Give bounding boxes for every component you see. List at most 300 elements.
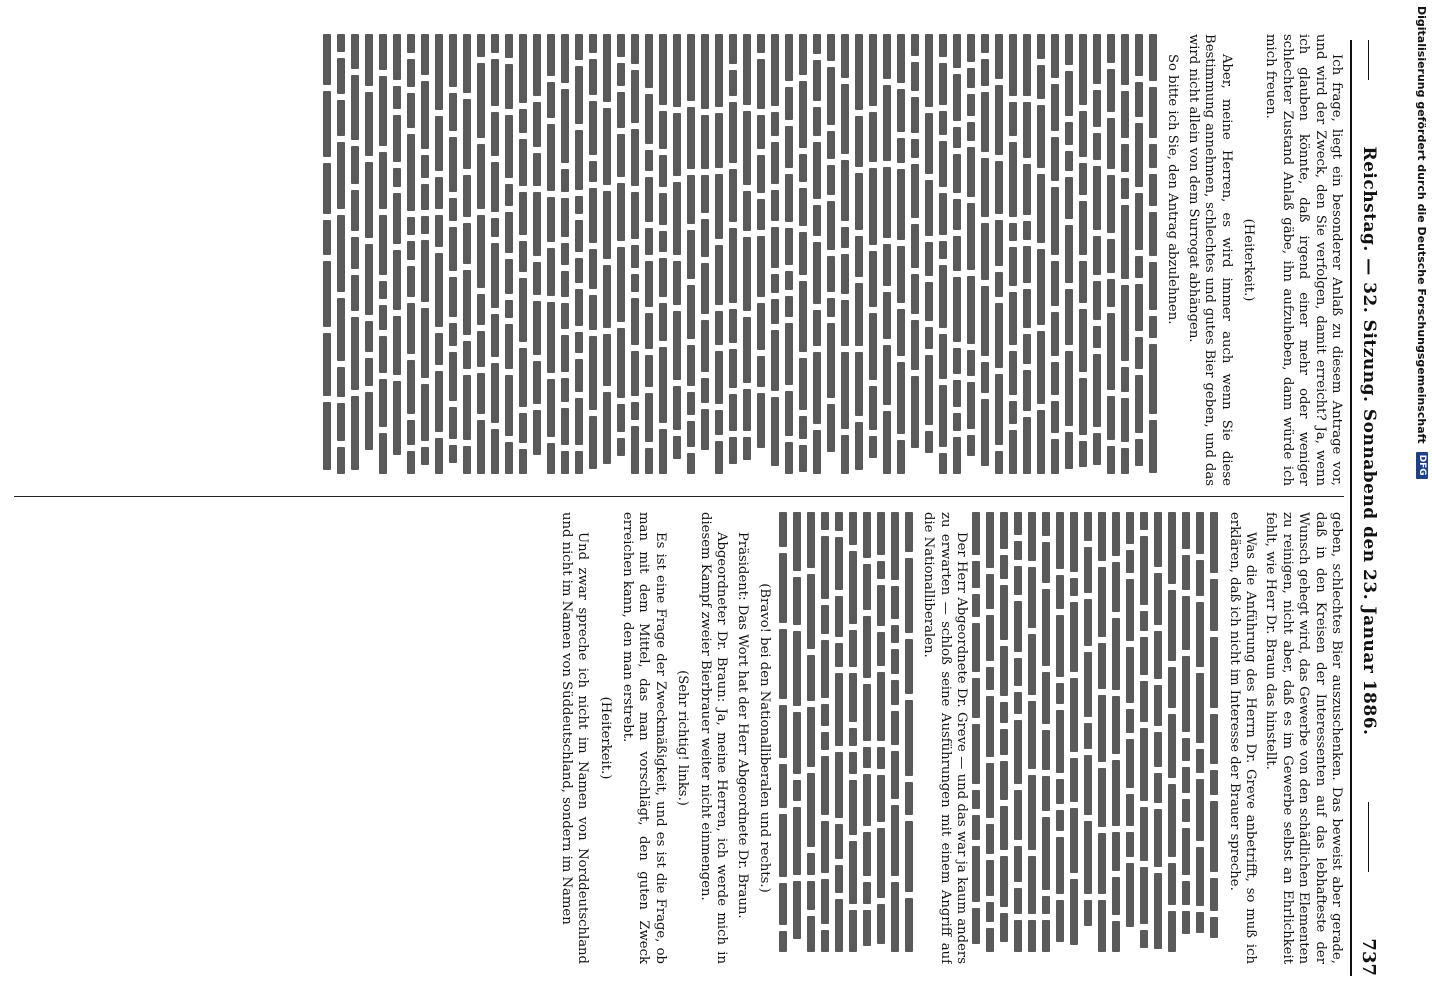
illegible-word — [491, 34, 499, 53]
illegible-word — [891, 751, 899, 799]
illegible-word — [939, 453, 947, 474]
illegible-word — [1042, 512, 1050, 536]
illegible-word — [547, 379, 555, 437]
illegible-word — [1196, 779, 1204, 841]
illegible-word — [807, 707, 815, 767]
illegible-line — [364, 34, 376, 486]
illegible-word — [835, 865, 843, 893]
illegible-word — [1079, 261, 1087, 303]
illegible-line — [840, 34, 852, 486]
illegible-word — [891, 512, 899, 580]
illegible-word — [729, 102, 737, 163]
illegible-word — [1112, 832, 1120, 871]
illegible-word — [1028, 920, 1036, 952]
illegible-word — [785, 323, 793, 385]
illegible-word — [821, 732, 829, 750]
illegible-word — [995, 272, 1003, 297]
illegible-word — [863, 882, 871, 904]
illegible-word — [533, 410, 541, 455]
illegible-word — [1042, 776, 1050, 811]
illegible-word — [779, 553, 787, 623]
illegible-word — [953, 74, 961, 121]
illegible-word — [1126, 579, 1134, 641]
illegible-word — [799, 445, 807, 472]
illegible-word — [953, 348, 961, 374]
illegible-word — [779, 883, 787, 925]
illegible-word — [1140, 807, 1148, 861]
illegible-word — [981, 223, 989, 280]
illegible-word — [351, 190, 359, 231]
illegible-word — [435, 333, 443, 365]
illegible-word — [1028, 775, 1036, 850]
illegible-line — [462, 34, 474, 486]
illegible-word — [1079, 378, 1087, 435]
illegible-word — [1168, 667, 1176, 708]
illegible-word — [379, 305, 387, 330]
illegible-word — [911, 164, 919, 218]
illegible-word — [807, 574, 815, 649]
illegible-line — [700, 34, 712, 486]
illegible-word — [1196, 749, 1204, 773]
illegible-word — [659, 193, 667, 225]
illegible-word — [849, 630, 857, 667]
illegible-word — [351, 34, 359, 69]
illegible-word — [407, 266, 415, 297]
illegible-word — [939, 334, 947, 379]
illegible-word — [911, 139, 919, 158]
interjection: (Heiterkeit.) — [597, 696, 613, 780]
illegible-word — [701, 263, 709, 314]
illegible-word — [1112, 512, 1120, 556]
illegible-word — [435, 177, 443, 209]
illegible-word — [995, 451, 1003, 474]
illegible-word — [505, 300, 513, 318]
illegible-word — [1056, 779, 1064, 804]
illegible-word — [1107, 34, 1115, 63]
illegible-word — [1182, 881, 1190, 905]
illegible-word — [519, 413, 527, 443]
illegible-word — [995, 34, 1003, 79]
illegible-word — [659, 111, 667, 149]
illegible-word — [972, 678, 980, 718]
illegible-word — [575, 258, 583, 283]
illegible-word — [799, 81, 807, 148]
illegible-word — [687, 34, 695, 101]
illegible-word — [519, 109, 527, 133]
illegible-word — [827, 298, 835, 317]
illegible-word — [491, 429, 499, 474]
illegible-word — [827, 131, 835, 159]
illegible-word — [891, 649, 899, 674]
illegible-word — [863, 512, 871, 558]
illegible-word — [645, 313, 653, 349]
illegible-word — [1135, 284, 1143, 331]
illegible-word — [841, 300, 849, 346]
illegible-word — [897, 89, 905, 132]
illegible-line — [1153, 512, 1165, 964]
illegible-word — [813, 205, 821, 236]
illegible-word — [701, 175, 709, 213]
illegible-word — [1112, 921, 1120, 952]
illegible-line — [938, 34, 950, 486]
illegible-word — [1140, 681, 1148, 722]
illegible-word — [1098, 900, 1106, 952]
illegible-word — [617, 247, 625, 322]
illegible-word — [939, 385, 947, 447]
illegible-word — [835, 643, 843, 667]
illegible-word — [757, 155, 765, 193]
illegible-word — [729, 228, 737, 303]
illegible-word — [1126, 647, 1134, 703]
illegible-word — [897, 138, 905, 163]
illegible-word — [1149, 420, 1157, 473]
illegible-word — [1056, 710, 1064, 773]
illegible-word — [1037, 174, 1045, 243]
illegible-word — [1037, 331, 1045, 404]
illegible-word — [863, 616, 871, 678]
dfg-logo-icon: DFG — [1416, 452, 1428, 479]
illegible-word — [877, 904, 885, 944]
illegible-word — [393, 193, 401, 244]
illegible-word — [1140, 867, 1148, 924]
illegible-word — [1079, 34, 1087, 105]
illegible-word — [365, 162, 373, 238]
illegible-word — [435, 438, 443, 474]
illegible-word — [849, 673, 857, 722]
illegible-line — [896, 34, 908, 486]
illegible-word — [631, 245, 639, 268]
illegible-word — [575, 332, 583, 353]
illegible-word — [1196, 912, 1204, 933]
illegible-word — [877, 632, 885, 666]
illegible-word — [491, 314, 499, 357]
illegible-word — [449, 352, 457, 401]
illegible-word — [891, 805, 899, 876]
illegible-line — [994, 34, 1006, 486]
illegible-word — [687, 285, 695, 339]
illegible-word — [463, 341, 471, 369]
illegible-word — [995, 85, 1003, 155]
illegible-word — [1051, 34, 1059, 78]
illegible-word — [491, 218, 499, 237]
column-divider — [14, 496, 1344, 497]
illegible-word — [1028, 701, 1036, 769]
illegible-word — [1149, 262, 1157, 310]
illegible-word — [519, 449, 527, 474]
illegible-word — [841, 254, 849, 294]
illegible-word — [807, 881, 815, 910]
illegible-word — [1126, 512, 1134, 544]
illegible-word — [1065, 351, 1073, 426]
illegible-word — [1084, 652, 1092, 717]
illegible-word — [631, 402, 639, 420]
illegible-word — [1140, 611, 1148, 631]
illegible-word — [1154, 873, 1162, 949]
illegible-word — [589, 416, 597, 469]
illegible-word — [659, 303, 667, 341]
illegible-line — [672, 34, 684, 486]
illegible-line — [924, 34, 936, 486]
illegible-word — [869, 386, 877, 430]
illegible-word — [869, 313, 877, 380]
illegible-line — [420, 34, 432, 486]
illegible-word — [771, 142, 779, 184]
illegible-word — [1042, 920, 1050, 952]
illegible-word — [603, 392, 611, 464]
illegible-word — [505, 259, 513, 294]
illegible-line — [1069, 512, 1081, 964]
illegible-word — [1149, 212, 1157, 256]
illegible-word — [877, 775, 885, 822]
illegible-word — [1000, 761, 1008, 800]
illegible-word — [1023, 34, 1031, 96]
illegible-word — [799, 416, 807, 439]
illegible-word — [617, 404, 625, 432]
illegible-word — [905, 821, 913, 892]
illegible-word — [1051, 362, 1059, 395]
illegible-word — [1079, 163, 1087, 195]
illegible-word — [953, 380, 961, 407]
illegible-word — [1210, 770, 1218, 795]
illegible-word — [407, 34, 415, 53]
illegible-word — [855, 283, 863, 346]
illegible-word — [771, 299, 779, 324]
illegible-word — [855, 352, 863, 416]
illegible-word — [1042, 730, 1050, 770]
illegible-word — [505, 64, 513, 109]
illegible-word — [463, 34, 471, 93]
illegible-word — [547, 34, 555, 76]
illegible-word — [855, 34, 863, 110]
illegible-word — [1210, 579, 1218, 631]
illegible-word — [1168, 863, 1176, 905]
illegible-word — [785, 391, 793, 436]
illegible-word — [939, 193, 947, 235]
illegible-word — [821, 879, 829, 924]
illegible-word — [1014, 692, 1022, 714]
illegible-word — [659, 258, 667, 297]
illegible-word — [631, 34, 639, 64]
illegible-word — [813, 60, 821, 101]
illegible-word — [575, 34, 583, 60]
illegible-word — [807, 512, 815, 568]
illegible-line — [1092, 34, 1104, 486]
illegible-word — [785, 228, 793, 265]
illegible-word — [1023, 417, 1031, 474]
illegible-word — [827, 404, 835, 452]
illegible-word — [687, 175, 695, 224]
illegible-word — [505, 184, 513, 206]
illegible-word — [1140, 512, 1148, 530]
illegible-word — [715, 441, 723, 474]
illegible-word — [533, 102, 541, 147]
illegible-word — [323, 261, 331, 327]
illegible-word — [1112, 618, 1120, 690]
illegible-word — [995, 220, 1003, 266]
illegible-word — [1000, 512, 1008, 549]
illegible-word — [1042, 589, 1050, 666]
illegible-word — [793, 807, 801, 875]
illegible-word — [1210, 512, 1218, 573]
illegible-word — [1065, 34, 1073, 65]
illegible-word — [463, 99, 471, 169]
illegible-line — [910, 34, 922, 486]
illegible-word — [645, 228, 653, 255]
paragraph: So bitte ich Sie, den Antrag abzulehnen. — [1165, 54, 1181, 325]
illegible-word — [659, 429, 667, 474]
illegible-word — [905, 558, 913, 633]
illegible-word — [813, 34, 821, 54]
illegible-line — [1064, 34, 1076, 486]
illegible-word — [1196, 847, 1204, 906]
illegible-word — [841, 227, 849, 248]
illegible-word — [687, 107, 695, 169]
illegible-word — [863, 747, 871, 768]
illegible-word — [1093, 34, 1101, 84]
illegible-word — [785, 442, 793, 474]
illegible-word — [1023, 289, 1031, 328]
illegible-word — [1121, 91, 1129, 138]
illegible-word — [911, 376, 919, 448]
illegible-word — [1042, 542, 1050, 583]
illegible-word — [1182, 555, 1190, 590]
illegible-word — [939, 34, 947, 57]
illegible-word — [1149, 316, 1157, 338]
illegible-word — [631, 129, 639, 186]
illegible-line — [588, 34, 600, 486]
illegible-word — [827, 67, 835, 125]
illegible-word — [323, 402, 331, 470]
illegible-word — [449, 137, 457, 192]
illegible-word — [793, 881, 801, 939]
illegible-line — [784, 34, 796, 486]
illegible-word — [883, 411, 891, 474]
illegible-word — [821, 605, 829, 634]
illegible-word — [323, 333, 331, 396]
illegible-word — [807, 655, 815, 701]
illegible-word — [953, 437, 961, 474]
illegible-word — [1098, 567, 1106, 637]
illegible-word — [547, 82, 555, 118]
illegible-word — [785, 34, 793, 81]
illegible-word — [849, 841, 857, 904]
illegible-word — [575, 451, 583, 474]
illegible-word — [379, 433, 387, 474]
illegible-word — [1135, 123, 1143, 187]
speaker-text: Präsident: Das Wort hat der Herr Abgeordnete Dr. Braun. — [734, 532, 750, 919]
illegible-word — [561, 89, 569, 163]
illegible-word — [821, 640, 829, 698]
illegible-word — [799, 34, 807, 75]
illegible-word — [1098, 512, 1106, 561]
illegible-word — [1093, 90, 1101, 127]
illegible-word — [1154, 773, 1162, 803]
illegible-word — [1098, 643, 1106, 689]
illegible-word — [793, 512, 801, 571]
illegible-word — [972, 908, 980, 944]
illegible-word — [323, 220, 331, 255]
illegible-word — [1149, 34, 1157, 81]
illegible-word — [1014, 888, 1022, 914]
illegible-word — [379, 215, 387, 275]
illegible-word — [1126, 709, 1134, 733]
illegible-word — [701, 115, 709, 169]
illegible-word — [1107, 313, 1115, 390]
illegible-word — [673, 113, 681, 176]
illegible-word — [883, 345, 891, 405]
illegible-word — [673, 34, 681, 107]
illegible-line — [504, 34, 516, 486]
illegible-word — [793, 780, 801, 801]
illegible-word — [379, 379, 387, 427]
right-column — [14, 512, 1344, 964]
illegible-word — [393, 316, 401, 375]
illegible-word — [337, 367, 345, 397]
illegible-word — [379, 336, 387, 373]
illegible-word — [1107, 239, 1115, 273]
illegible-word — [407, 420, 415, 445]
illegible-word — [1056, 575, 1064, 609]
illegible-word — [631, 192, 639, 239]
illegible-word — [673, 386, 681, 430]
illegible-word — [715, 174, 723, 239]
illegible-word — [421, 240, 429, 302]
illegible-word — [1051, 312, 1059, 356]
illegible-line — [518, 34, 530, 486]
illegible-word — [869, 251, 877, 307]
illegible-word — [1065, 151, 1073, 171]
illegible-word — [323, 163, 331, 214]
illegible-word — [905, 639, 913, 694]
illegible-word — [701, 219, 709, 257]
illegible-line — [448, 34, 460, 486]
illegible-word — [1112, 877, 1120, 915]
illegible-line — [882, 34, 894, 486]
illegible-word — [757, 356, 765, 387]
illegible-word — [673, 261, 681, 305]
illegible-word — [897, 169, 905, 240]
illegible-word — [533, 34, 541, 96]
illegible-word — [743, 437, 751, 460]
illegible-word — [821, 821, 829, 873]
illegible-word — [841, 84, 849, 154]
illegible-word — [589, 295, 597, 330]
illegible-word — [1084, 723, 1092, 749]
illegible-word — [1056, 900, 1064, 942]
illegible-word — [1098, 695, 1106, 762]
illegible-word — [351, 317, 359, 390]
illegible-word — [799, 281, 807, 352]
illegible-line — [868, 34, 880, 486]
illegible-word — [1135, 256, 1143, 278]
illegible-word — [379, 76, 387, 146]
illegible-word — [925, 431, 933, 453]
illegible-word — [743, 317, 751, 383]
illegible-word — [575, 66, 583, 124]
illegible-word — [1154, 573, 1162, 625]
illegible-line — [1013, 512, 1025, 964]
illegible-word — [981, 158, 989, 217]
illegible-line — [742, 34, 754, 486]
illegible-word — [785, 126, 793, 168]
illegible-word — [743, 389, 751, 431]
illegible-line — [812, 34, 824, 486]
illegible-line — [1022, 34, 1034, 486]
interjection: (Heiterkeit.) — [1240, 218, 1256, 302]
illegible-line — [1055, 512, 1067, 964]
illegible-word — [365, 34, 373, 86]
header-title: Reichstag. — 32. Sitzung. Sonnabend den 23. Januar 1886. — [1359, 146, 1379, 736]
